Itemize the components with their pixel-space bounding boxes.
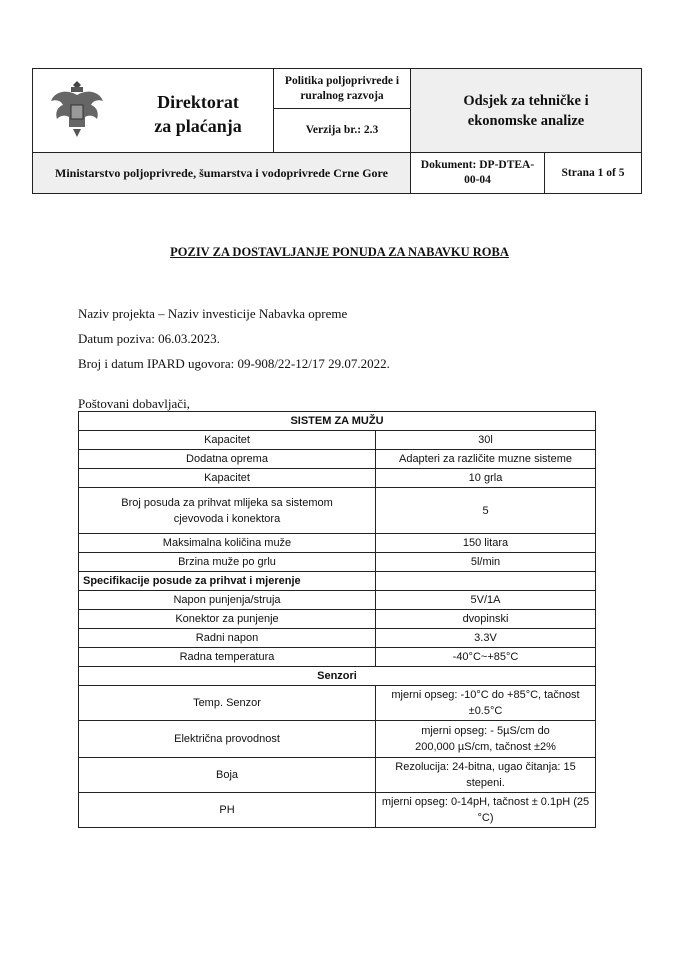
document-title: POZIV ZA DOSTAVLJANJE PONUDA ZA NABAVKU ROBA xyxy=(170,245,509,259)
table-row: Broj posuda za prihvat mlijeka sa sistemom cjevovoda i konektora 5 xyxy=(79,488,596,534)
coat-of-arms-icon xyxy=(47,75,107,143)
project-name: Naziv projekta – Naziv investicije Nabavka opreme xyxy=(78,306,348,321)
table-row: PH mjerni opseg: 0-14pH, tačnost ± 0.1pH (25 °C) xyxy=(79,793,596,828)
table-row: Kapacitet 30l xyxy=(79,431,596,450)
table-row: Konektor za punjenje dvopinski xyxy=(79,610,596,629)
table-row: Boja Rezolucija: 24-bitna, ugao čitanja: 15 stepeni. xyxy=(79,758,596,793)
header-org-cell xyxy=(33,69,274,153)
greeting: Poštovani dobavljači, xyxy=(78,396,190,411)
section-heading: Senzori xyxy=(79,667,596,686)
table-row: Kapacitet 10 grla xyxy=(79,469,596,488)
table-row: Radni napon 3.3V xyxy=(79,629,596,648)
org-name-line1: Direktorat xyxy=(157,91,239,112)
section-heading: Specifikacije posude za prihvat i mjerenje xyxy=(79,572,376,591)
invitation-date: Datum poziva: 06.03.2023. xyxy=(78,331,220,346)
section-heading: SISTEM ZA MUŽU xyxy=(79,412,596,431)
policy-cell: Politika poljoprivrede i ruralnog razvoja xyxy=(274,69,411,109)
table-row: Maksimalna količina muže 150 litara xyxy=(79,534,596,553)
org-name-line2: za plaćanja xyxy=(154,115,242,136)
contract-info: Broj i datum IPARD ugovora: 09-908/22-12/17 29.07.2022. xyxy=(78,356,390,371)
document-header xyxy=(32,68,642,194)
table-row: Napon punjenja/struja 5V/1A xyxy=(79,591,596,610)
doc-page-cell xyxy=(411,153,642,194)
department-name: Odsjek za tehničke i ekonomske analize xyxy=(411,69,642,153)
spec-table xyxy=(78,411,596,828)
table-row: Brzina muže po grlu 5l/min xyxy=(79,553,596,572)
table-row: Radna temperatura -40°C~+85°C xyxy=(79,648,596,667)
table-row: Temp. Senzor mjerni opseg: -10°C do +85°C, tačnost ±0.5°C xyxy=(79,686,596,721)
ministry-name: Ministarstvo poljoprivrede, šumarstva i vodoprivrede Crne Gore xyxy=(33,153,411,194)
document-number: Dokument: DP-DTEA-00-04 xyxy=(411,153,545,193)
page-number: Strana 1 of 5 xyxy=(561,166,625,179)
version-cell: Verzija br.: 2.3 xyxy=(274,109,411,153)
table-row: Električna provodnost mjerni opseg: - 5µS/cm do 200,000 µS/cm, tačnost ±2% xyxy=(79,721,596,758)
table-row: Dodatna oprema Adapteri za različite muzne sisteme xyxy=(79,450,596,469)
